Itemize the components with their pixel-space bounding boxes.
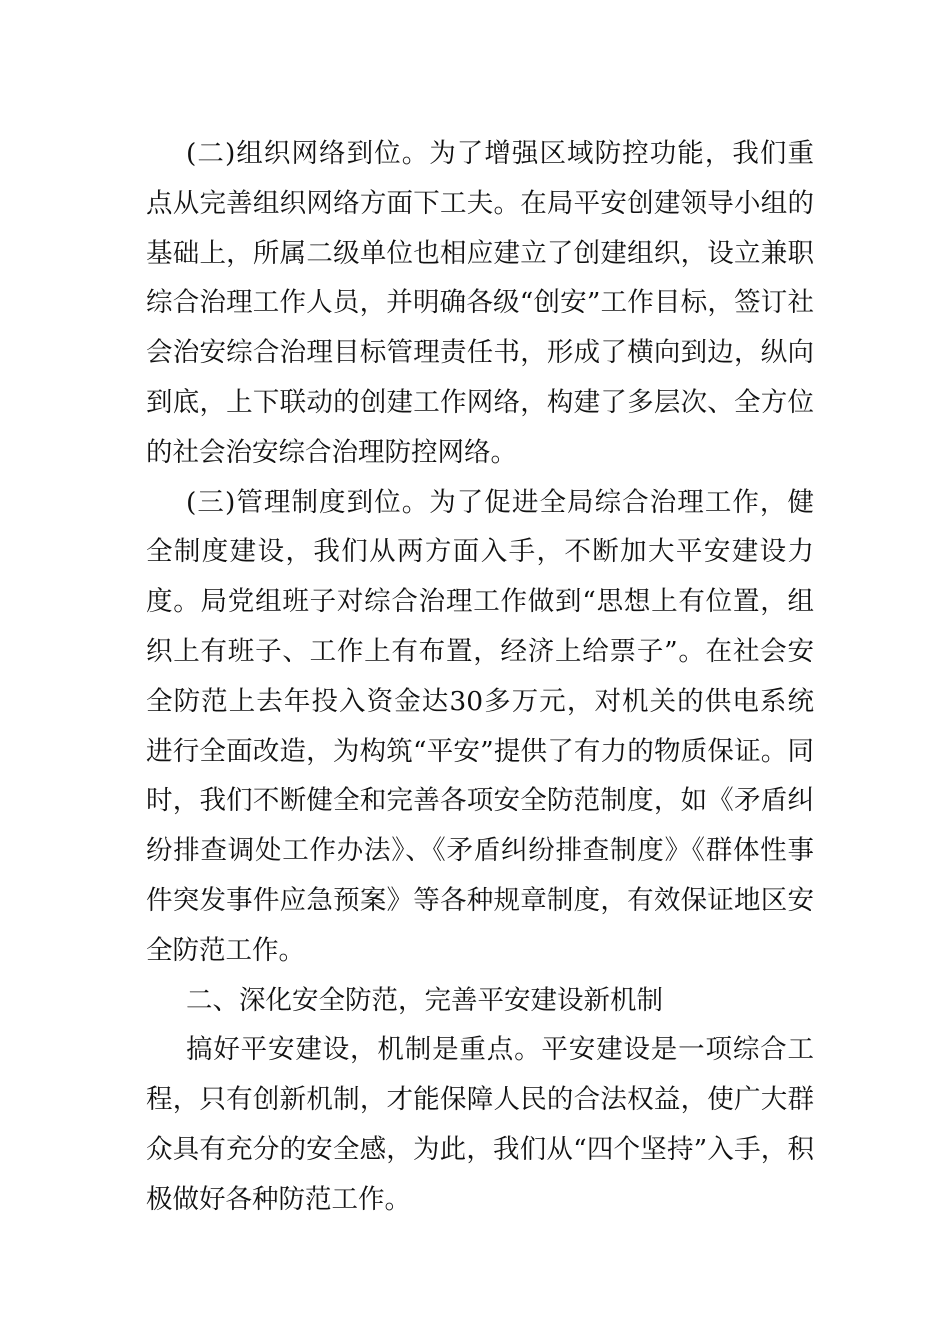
paragraph-mechanism: 搞好平安建设，机制是重点。平安建设是一项综合工程，只有创新机制，才能保障人民的合法权益，使广大群众具有充分的安全感，为此，我们从“四个坚持”入手，积极做好各种防范工作。 xyxy=(146,1034,814,1215)
paragraph-management-system: (三)管理制度到位。为了促进全局综合治理工作，健全制度建设，我们从两方面入手，不断加大平安建设力度。局党组班子对综合治理工作做到“思想上有位置，组织上有班子、工作上有布置，经济上给票子”。在社会安全防范上去年投入资金达30多万元，对机关的供电系统进行全面改造，为构筑“平安”提供了有力的物质保证。同时，我们不断健全和完善各项安全防范制度，如《矛盾纠纷排查调处工作办法》、《矛盾纠纷排查制度》《群体性事件突发事件应急预案》等各种规章制度，有效保证地区安全防范工作。 xyxy=(146,486,814,966)
paragraph-organization-network: (二)组织网络到位。为了增强区域防控功能，我们重点从完善组织网络方面下工夫。在局平安创建领导小组的基础上，所属二级单位也相应建立了创建组织，设立兼职综合治理工作人员，并明确各级“创安”工作目标，签订社会治安综合治理目标管理责任书，形成了横向到边，纵向到底，上下联动的创建工作网络，构建了多层次、全方位的社会治安综合治理防控网络。 xyxy=(146,138,814,468)
document-body xyxy=(146,129,814,1225)
section-heading: 二、深化安全防范，完善平安建设新机制 xyxy=(186,984,663,1016)
